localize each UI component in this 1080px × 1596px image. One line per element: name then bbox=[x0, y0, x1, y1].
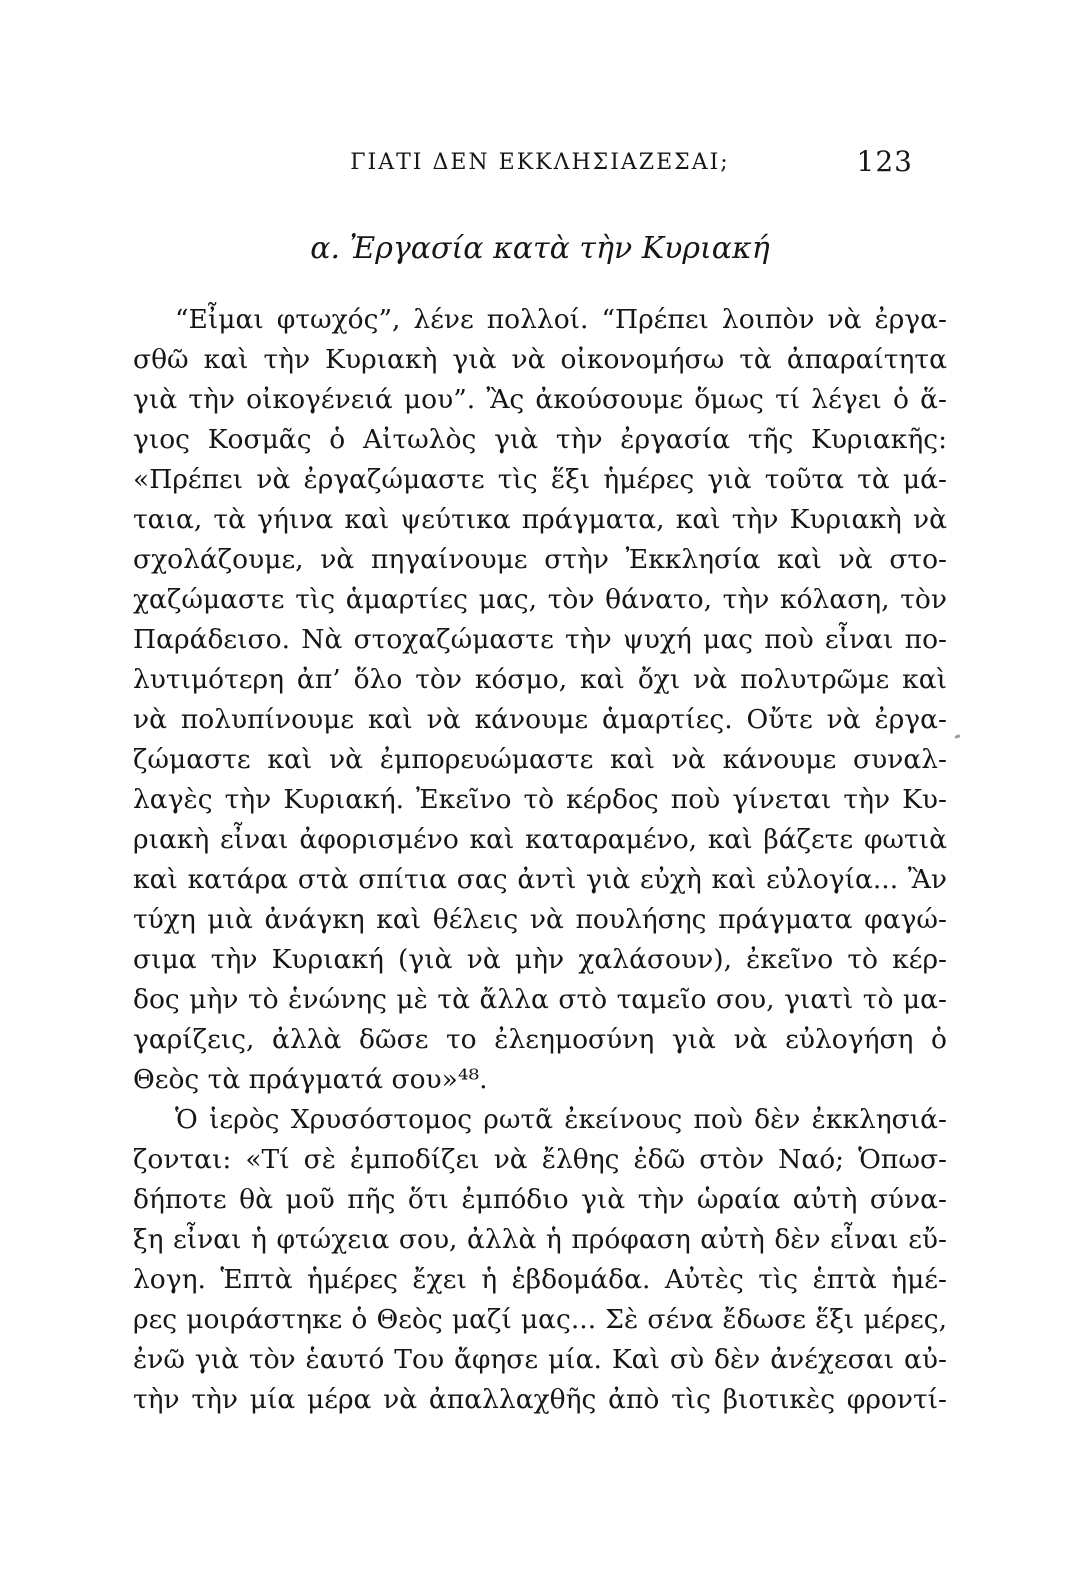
section-title: α. Ἐργασία κατὰ τὴν Κυριακή bbox=[310, 231, 770, 266]
paragraph-kosmas-quote bbox=[133, 300, 947, 1100]
body-text bbox=[133, 300, 947, 1420]
body-line: ἐνῶ γιὰ τὸν ἑαυτό Του ἄφησε μία. Καὶ σὺ δὲν ἀνέχεσαι αὐ- bbox=[133, 1344, 947, 1375]
body-line: λυτιμότερη ἀπ’ ὅλο τὸν κόσμο, καὶ ὄχι νὰ πολυτρῶμε καὶ bbox=[133, 664, 947, 695]
body-line: σιμα τὴν Κυριακή (γιὰ νὰ μὴν χαλάσουν), ἐκεῖνο τὸ κέρ- bbox=[133, 944, 947, 975]
body-line: ρες μοιράστηκε ὁ Θεὸς μαζί μας... Σὲ σένα ἔδωσε ἕξι μέρες, bbox=[133, 1304, 947, 1335]
body-line: Παράδεισο. Νὰ στοχαζώμαστε τὴν ψυχή μας ποὺ εἶναι πο- bbox=[133, 624, 947, 655]
body-line: ζονται: «Τί σὲ ἐμποδίζει νὰ ἔλθης ἐδῶ στὸν Ναό; Ὁπωσ- bbox=[133, 1144, 947, 1175]
body-line: γιος Κοσμᾶς ὁ Αἰτωλὸς γιὰ τὴν ἐργασία τῆς Κυριακῆς: bbox=[133, 424, 947, 455]
scan-speck bbox=[955, 734, 961, 739]
body-line: τύχη μιὰ ἀνάγκη καὶ θέλεις νὰ πουλήσης πράγματα φαγώ- bbox=[133, 904, 947, 935]
body-line: «Πρέπει νὰ ἐργαζώμαστε τὶς ἕξι ἡμέρες γιὰ τοῦτα τὰ μά- bbox=[133, 464, 947, 495]
running-header bbox=[133, 145, 947, 178]
body-line: σχολάζουμε, νὰ πηγαίνουμε στὴν Ἐκκλησία καὶ νὰ στο- bbox=[133, 544, 947, 575]
body-line: δήποτε θὰ μοῦ πῆς ὅτι ἐμπόδιο γιὰ τὴν ὡραία αὐτὴ σύνα- bbox=[133, 1184, 947, 1215]
body-line: λαγὲς τὴν Κυριακή. Ἐκεῖνο τὸ κέρδος ποὺ γίνεται τὴν Κυ- bbox=[133, 784, 947, 815]
body-line: καὶ κατάρα στὰ σπίτια σας ἀντὶ γιὰ εὐχὴ καὶ εὐλογία... Ἂν bbox=[133, 864, 947, 895]
page-number: 123 bbox=[856, 145, 913, 178]
running-header-title: ΓΙΑΤΙ ΔΕΝ ΕΚΚΛΗΣΙΑΖΕΣΑΙ; bbox=[350, 150, 730, 175]
body-line: ταια, τὰ γήινα καὶ ψεύτικα πράγματα, καὶ τὴν Κυριακὴ νὰ bbox=[133, 504, 947, 535]
body-line: ξη εἶναι ἡ φτώχεια σου, ἀλλὰ ἡ πρόφαση αὐτὴ δὲν εἶναι εὔ- bbox=[133, 1224, 947, 1255]
body-line: σθῶ καὶ τὴν Κυριακὴ γιὰ νὰ οἰκονομήσω τὰ ἀπαραίτητα bbox=[133, 344, 947, 375]
body-line: γιὰ τὴν οἰκογένειά μου”. Ἂς ἀκούσουμε ὅμως τί λέγει ὁ ἅ- bbox=[133, 384, 947, 415]
body-line: χαζώμαστε τὶς ἁμαρτίες μας, τὸν θάνατο, τὴν κόλαση, τὸν bbox=[133, 584, 947, 615]
paragraph-chrysostom-quote bbox=[133, 1100, 947, 1420]
body-line: λογη. Ἑπτὰ ἡμέρες ἔχει ἡ ἑβδομάδα. Αὐτὲς τὶς ἑπτὰ ἡμέ- bbox=[133, 1264, 947, 1295]
body-line: ριακὴ εἶναι ἀφορισμένο καὶ καταραμένο, καὶ βάζετε φωτιὰ bbox=[133, 824, 947, 855]
body-line: δος μὴν τὸ ἑνώνης μὲ τὰ ἄλλα στὸ ταμεῖο σου, γιατὶ τὸ μα- bbox=[133, 984, 947, 1015]
body-line: ζώμαστε καὶ νὰ ἐμπορευώμαστε καὶ νὰ κάνουμε συναλ- bbox=[133, 744, 947, 775]
body-line: Θεὸς τὰ πράγματά σου»⁴⁸. bbox=[133, 1064, 488, 1095]
body-line: Ὁ ἱερὸς Χρυσόστομος ρωτᾶ ἐκείνους ποὺ δὲν ἐκκλησιά- bbox=[175, 1104, 947, 1135]
body-line: “Εἶμαι φτωχός”, λένε πολλοί. “Πρέπει λοιπὸν νὰ ἐργα- bbox=[175, 304, 947, 335]
body-line: νὰ πολυπίνουμε καὶ νὰ κάνουμε ἁμαρτίες. Οὔτε νὰ ἐργα- bbox=[133, 704, 947, 735]
body-line: γαρίζεις, ἀλλὰ δῶσε το ἐλεημοσύνη γιὰ νὰ εὐλογήση ὁ bbox=[133, 1024, 947, 1055]
body-line: τὴν τὴν μία μέρα νὰ ἀπαλλαχθῆς ἀπὸ τὶς βιοτικὲς φροντί- bbox=[133, 1384, 947, 1415]
